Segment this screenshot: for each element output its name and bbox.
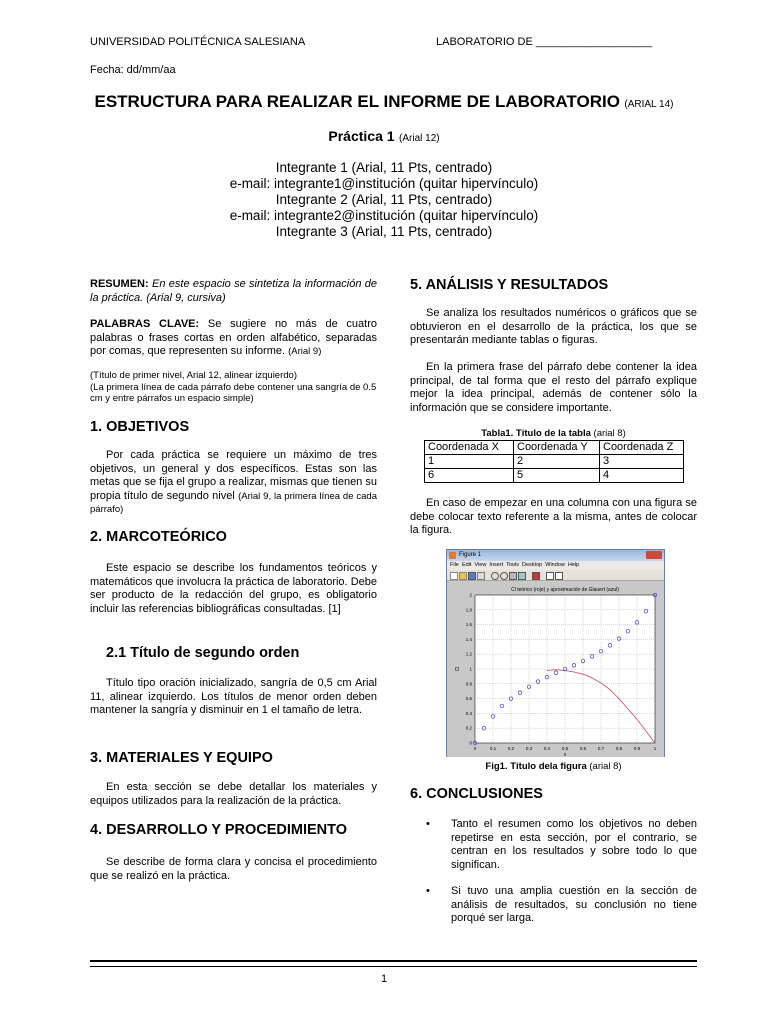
practice-heading xyxy=(0,128,768,146)
menu-view: View xyxy=(474,562,487,568)
new-file-icon xyxy=(450,572,458,580)
list-item-text: Tanto el resumen como los objetivos no deben repetirse en esta sección, por el contrario, se centran en los resultados y sobre todo lo que significan. xyxy=(451,818,697,871)
matlab-icon xyxy=(449,552,456,559)
header-lab: LABORATORIO DE ___________________ xyxy=(436,36,653,48)
pan-icon xyxy=(509,572,517,580)
list-item xyxy=(426,818,697,872)
y-tick-label: 1 xyxy=(469,666,472,672)
format-note: (La primera línea de cada párrafo debe contener una sangría de 0.5 cm y entre párrafos un espacio simple) xyxy=(90,381,377,404)
header-university: UNIVERSIDAD POLITÉCNICA SALESIANA xyxy=(90,36,306,48)
subsection-title: 2.1 Título de segundo orden xyxy=(106,645,300,661)
keywords-text: Se sugiere no más de cuatro palabras o frases cortas en orden alfabético, separadas por comas, que representen su informe. xyxy=(90,318,377,357)
analisis-paragraph-3: En caso de empezar en una columna con una figura se debe colocar texto referente a la misma, antes de colocar la figura. xyxy=(410,497,697,536)
keywords xyxy=(90,318,377,359)
x-tick-label: 0.9 xyxy=(633,746,641,751)
header-date: Fecha: dd/mm/aa xyxy=(90,64,176,76)
rotate-icon xyxy=(518,572,526,580)
objetivos-note: (Arial 9, la primera línea de cada párrafo) xyxy=(90,490,377,515)
menu-insert: Insert xyxy=(489,562,504,568)
table-caption-note: (arial 8) xyxy=(593,428,626,439)
y-tick-label: 0.8 xyxy=(465,681,472,687)
table-cell: 2 xyxy=(514,455,600,469)
menu-desktop: Desktop xyxy=(522,562,543,568)
section-title-objetivos: 1. OBJETIVOS xyxy=(90,419,190,435)
section-title-analisis: 5. ANÁLISIS Y RESULTADOS xyxy=(410,277,609,293)
title-note: (ARIAL 14) xyxy=(624,99,674,110)
coordinates-table xyxy=(424,440,684,483)
figure-titlebar xyxy=(447,550,664,561)
keywords-note: (Arial 9) xyxy=(288,346,322,357)
close-icon xyxy=(646,551,662,559)
member-line: Integrante 3 (Arial, 11 Pts, centrado) xyxy=(275,224,493,239)
y-tick-label: 0.6 xyxy=(465,696,472,702)
zoom-out-icon xyxy=(500,572,508,580)
table-row xyxy=(425,455,684,469)
footer-rule xyxy=(90,966,697,967)
data-cursor-icon xyxy=(532,572,540,580)
member-line: e-mail: integrante1@institución (quitar hipervínculo) xyxy=(229,176,539,191)
print-icon xyxy=(477,572,485,580)
figure-toolbar xyxy=(447,570,664,581)
table-cell: 3 xyxy=(600,455,684,469)
conclusion-list xyxy=(426,818,697,926)
practice-note: (Arial 12) xyxy=(399,133,440,144)
menu-window: Window xyxy=(545,562,565,568)
figure-caption xyxy=(410,761,697,772)
table-header-cell: Coordenada Z xyxy=(600,441,684,455)
table-caption-text: Tabla1. Título de la tabla xyxy=(481,428,591,439)
section-text-materiales: En esta sección se debe detallar los materiales y equipos utilizados para la realización de la práctica. xyxy=(90,781,377,807)
save-icon xyxy=(468,572,476,580)
section-title-materiales: 3. MATERIALES Y EQUIPO xyxy=(90,750,273,766)
y-tick-label: 1.2 xyxy=(465,651,472,657)
list-item-text: Si tuvo una amplia cuestión en la sección de análisis de resultados, su conclusión no tiene porqué ser larga. xyxy=(451,885,697,924)
y-tick-label: 0.4 xyxy=(465,710,472,716)
figure-caption-text: Fig1. Título dela figura xyxy=(485,761,587,772)
objetivos-text: Por cada práctica se requiere un máximo de tres objetivos, un general y dos específicos. Estas son las metas que se fija el grupo a realizar, mismas que tienen su propia título de segundo nivel xyxy=(90,449,377,502)
menu-edit: Edit xyxy=(461,562,472,568)
x-tick-label: 0.5 xyxy=(561,746,569,751)
figure-caption-note: (arial 8) xyxy=(589,761,622,772)
members-block xyxy=(0,160,768,240)
table-cell: 1 xyxy=(425,455,514,469)
format-notes xyxy=(90,370,380,405)
open-folder-icon xyxy=(459,572,467,580)
member-line: e-mail: integrante2@institución (quitar hipervínculo) xyxy=(229,208,539,223)
section-title-desarrollo: 4. DESARROLLO Y PROCEDIMIENTO xyxy=(90,822,348,838)
section-text-desarrollo: Se describe de forma clara y concisa el procedimiento que se realizó en la práctica. xyxy=(90,856,377,882)
abstract-label: RESUMEN: xyxy=(90,278,149,290)
member-line: Integrante 2 (Arial, 11 Pts, centrado) xyxy=(275,192,493,207)
section-text-objetivos xyxy=(90,449,377,517)
x-tick-label: 0.8 xyxy=(615,746,623,751)
section-title-marco: 2. MARCOTEÓRICO xyxy=(90,529,227,545)
member-line: Integrante 1 (Arial, 11 Pts, centrado) xyxy=(275,160,493,175)
keywords-label: PALABRAS CLAVE: xyxy=(90,318,200,330)
figure-window xyxy=(446,549,665,757)
chart-title: Cl teórico (rojo) y aproximación de Glauert (azul) xyxy=(511,587,619,593)
x-tick-label: 1 xyxy=(653,746,657,751)
x-tick-label: 0 xyxy=(473,746,477,751)
table-cell: 4 xyxy=(600,469,684,483)
x-axis-label: x xyxy=(563,752,567,757)
x-tick-label: 0.6 xyxy=(579,746,587,751)
format-note: (Título de primer nivel, Arial 12, alinear izquierdo) xyxy=(90,370,297,381)
y-tick-label: 2 xyxy=(469,592,472,598)
abstract-text: En este espacio se sintetiza la información de la práctica. (Arial 9, cursiva) xyxy=(90,278,377,304)
table-header-cell: Coordenada Y xyxy=(514,441,600,455)
table-caption xyxy=(410,428,697,439)
subsection-text: Título tipo oración inicializado, sangría de 0,5 cm Arial 11, alinear izquierdo. Los títulos de menor orden deben mantener la sangría y disminuir en 1 el tamaño de letra. xyxy=(90,677,377,716)
list-item xyxy=(426,885,697,926)
menu-tools: Tools xyxy=(506,562,519,568)
y-tick-label: 1.6 xyxy=(465,622,472,628)
bullet-icon: • xyxy=(426,818,430,830)
figure-menubar xyxy=(447,561,664,570)
table-header-row xyxy=(425,441,684,455)
figure-window-title: Figure 1 xyxy=(459,552,482,558)
colorbar-icon xyxy=(546,572,554,580)
page-number: 1 xyxy=(380,973,388,985)
y-tick-label: 0.2 xyxy=(465,725,472,731)
y-tick-label: 0 xyxy=(469,740,472,746)
footer-rule xyxy=(90,960,697,962)
bullet-icon: • xyxy=(426,885,430,897)
y-tick-label: 1.8 xyxy=(465,607,472,613)
x-tick-label: 0.4 xyxy=(543,746,551,751)
legend-icon xyxy=(555,572,563,580)
table-row xyxy=(425,469,684,483)
x-tick-label: 0.2 xyxy=(507,746,515,751)
analisis-paragraph-2: En la primera frase del párrafo debe contener la idea principal, de tal forma que el resto del párrafo explique mejor la idea principal, además de contener sólo la información que se considere importante. xyxy=(410,361,697,414)
abstract xyxy=(90,278,377,305)
table-cell: 6 xyxy=(425,469,514,483)
title-main: ESTRUCTURA PARA REALIZAR EL INFORME DE LABORATORIO xyxy=(94,92,620,111)
document-title xyxy=(0,92,768,112)
analisis-paragraph-1: Se analiza los resultados numéricos o gráficos que se obtuvieron en el desarrollo de la práctica, los que se presentarán mediante tablas o figuras. xyxy=(410,307,697,346)
menu-file: File xyxy=(450,562,459,568)
section-title-conclusiones: 6. CONCLUSIONES xyxy=(410,786,543,802)
y-tick-label: 1.4 xyxy=(465,636,472,642)
x-tick-label: 0.1 xyxy=(489,746,497,751)
table-header-cell: Coordenada X xyxy=(425,441,514,455)
menu-help: Help xyxy=(567,562,580,568)
x-tick-label: 0.7 xyxy=(597,746,605,751)
x-tick-label: 0.3 xyxy=(525,746,533,751)
practice-label: Práctica 1 xyxy=(328,128,395,144)
section-text-marco: Este espacio se describe los fundamentos teóricos y matemáticos que involucra la práctica de laboratorio. Debe ser producto de la redacción del grupo, es obligatorio incluir las referencias bibliográficas consultadas. [1] xyxy=(90,562,377,615)
table-cell: 5 xyxy=(514,469,600,483)
plot-canvas xyxy=(447,581,664,757)
zoom-in-icon xyxy=(491,572,499,580)
y-axis-label: Cl xyxy=(455,666,461,672)
